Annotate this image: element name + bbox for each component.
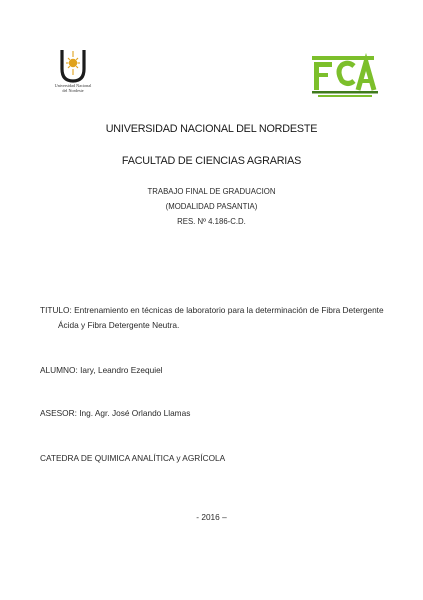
title-label: TITULO:: [40, 305, 72, 315]
faculty-name: FACULTAD DE CIENCIAS AGRARIAS: [121, 155, 302, 167]
advisor-name: Ing. Agr. José Orlando Llamas: [79, 408, 191, 418]
title-line1: Entrenamiento en técnicas de laboratorio para la determinación de Fibra Detergente: [74, 305, 384, 315]
student-name: Iary, Leandro Ezequiel: [80, 365, 163, 375]
unne-caption: [46, 83, 100, 93]
fca-logo: [310, 53, 380, 101]
work-type: TRABAJO FINAL DE GRADUACION: [147, 187, 276, 196]
advisor-line: [40, 408, 190, 418]
student-line: [40, 365, 163, 375]
resolution-number: RES. Nº 4.186-C.D.: [177, 217, 246, 226]
unne-caption-line1: Universidad Nacional: [54, 83, 92, 88]
unne-caption-line2: del Nordeste: [62, 88, 84, 93]
title-line2: Ácida y Fibra Detergente Neutra.: [58, 320, 180, 330]
university-name: UNIVERSIDAD NACIONAL DEL NORDESTE: [105, 123, 318, 135]
unne-emblem-icon: [46, 47, 100, 87]
thesis-title: [40, 303, 400, 333]
chair-name: CATEDRA DE QUIMICA ANALÍTICA y AGRÍCOLA: [40, 453, 226, 463]
year: - 2016 –: [196, 512, 227, 522]
unne-logo: [46, 47, 100, 103]
modality: (MODALIDAD PASANTIA): [165, 202, 258, 211]
advisor-label: ASESOR:: [40, 408, 77, 418]
student-label: ALUMNO:: [40, 365, 78, 375]
fca-emblem-icon: [310, 53, 380, 101]
